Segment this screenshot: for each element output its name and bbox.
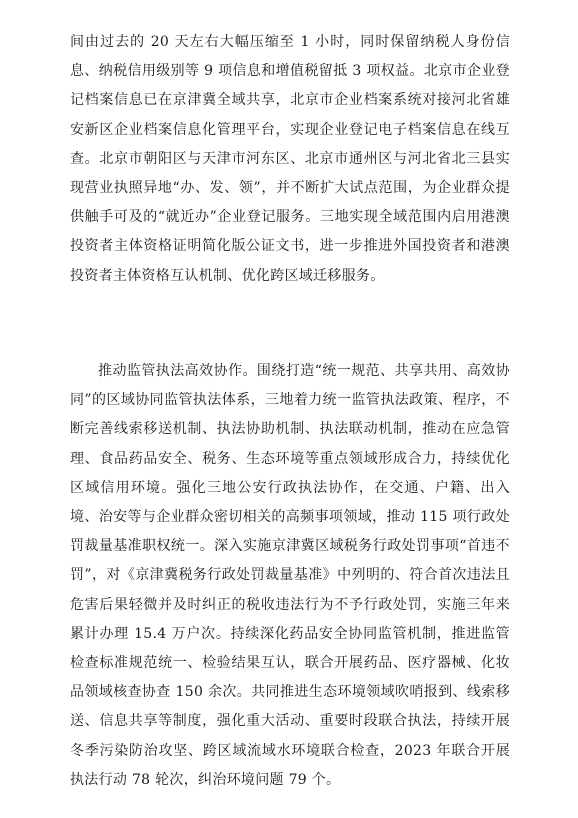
paragraph-supervision-enforcement: 推动监管执法高效协作。围绕打造“统一规范、共享共用、高效协同”的区域协同监管执法体系，三地着力统一监管执法政策、程序，不断完善线索移送机制、执法协助机制、执法联动机制，推动在应急管理、食品药品安全、税务、生态环境等重点领域形成合力，持续优化区域信用环境。强化三地公安行政执法协作，在交通、户籍、出入境、治安等与企业群众密切相关的高频事项领域，推动 115 项行政处罚裁量基准职权统一。深入实施京津冀区域税务行政处罚事项“首违不罚”，对《京津冀税务行政处罚裁量基准》中列明的、符合首次违法且危害后果轻微并及时纠正的税收违法行为不予行政处罚，实施三年来累计办理 15.4 万户次。持续深化药品安全协同监管机制，推进监管检查标准规范统一、检验结果互认，联合开展药品、医疗器械、化妆品领域核查协查 150 余次。共同推进生态环境领域吹哨报到、线索移送、信息共享等制度，强化重大活动、重要时段联合执法，持续开展冬季污染防治攻坚、跨区域流域水环境联合检查，2023 年联合开展执法行动 78 轮次，纠治环境问题 79 个。 — [70, 363, 510, 788]
paragraph-continuation: 间由过去的 20 天左右大幅压缩至 1 小时，同时保留纳税人身份信息、纳税信用级别等 9 项信息和增值税留抵 3 项权益。北京市企业登记档案信息已在京津冀全域共享，北京市企业档案系统对接河北省雄安新区企业档案信息化管理平台，实现企业登记电子档案信息在线互查。北京市朝阳区与天津市河东区、北京市通州区与河北省北三县实现营业执照异地“办、发、领”，并不断扩大试点范围，为企业群众提供触手可及的“就近办”企业登记服务。三地实现全域范围内启用港澳投资者主体资格证明简化版公证文书，进一步推进外国投资者和港澳投资者主体资格互认机制、优化跨区域迁移服务。 — [70, 34, 510, 284]
